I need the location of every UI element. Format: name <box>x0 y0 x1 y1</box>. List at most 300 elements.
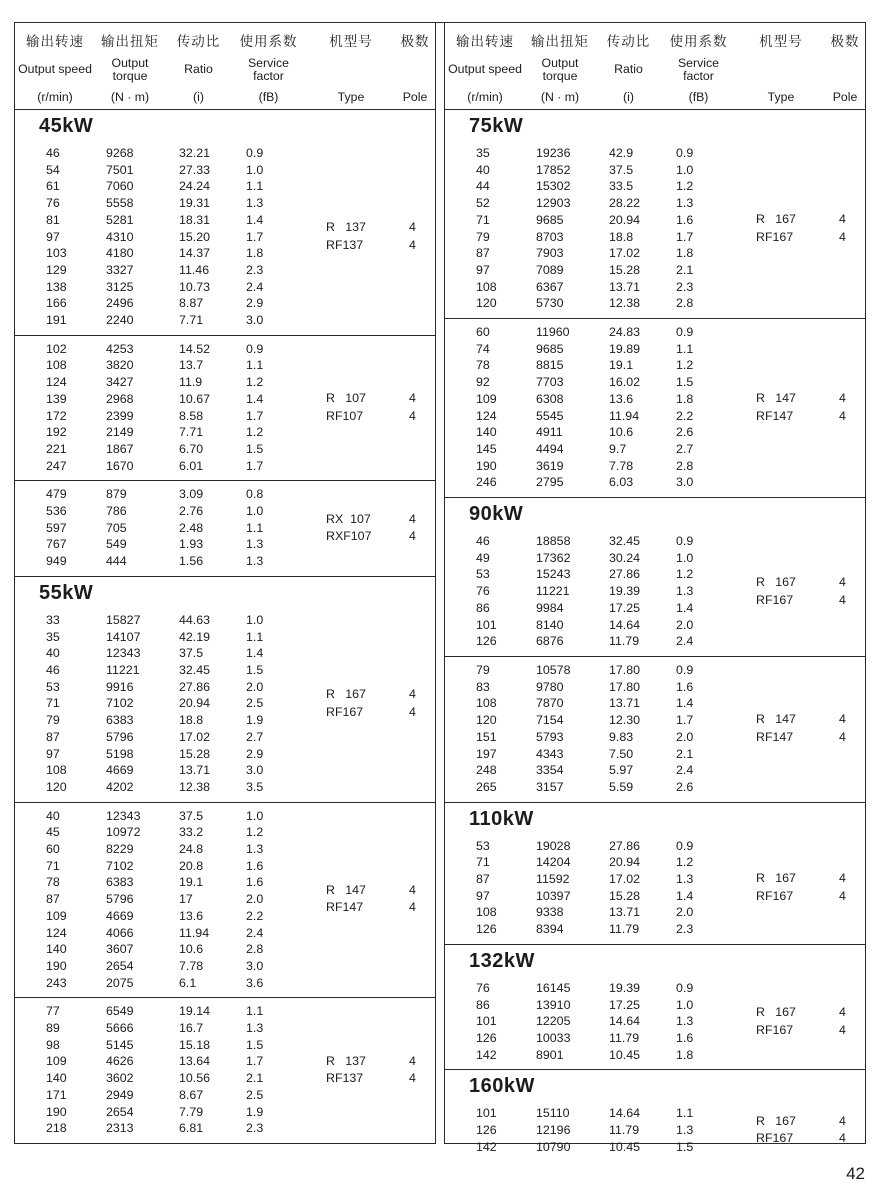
type-label: RF147 <box>326 900 364 915</box>
type-row <box>735 592 863 610</box>
cell-ratio: 15.28 <box>179 746 211 761</box>
cell-output-speed: 79 <box>476 662 490 677</box>
pole-value: 4 <box>409 704 416 719</box>
cell-service-factor: 1.4 <box>246 646 264 661</box>
cell-ratio: 15.18 <box>179 1037 211 1052</box>
cell-service-factor: 1.0 <box>676 550 694 565</box>
table-row <box>445 617 735 634</box>
cell-output-speed: 151 <box>476 729 497 744</box>
column-header-unit: (r/min) <box>37 90 73 104</box>
cell-output-speed: 103 <box>46 246 67 261</box>
cell-output-torque: 4253 <box>106 341 134 356</box>
cell-service-factor: 1.3 <box>246 554 264 569</box>
cell-output-speed: 120 <box>476 713 497 728</box>
cell-output-torque: 5730 <box>536 296 564 311</box>
cell-output-speed: 71 <box>46 696 60 711</box>
pole-value: 4 <box>839 575 846 590</box>
cell-service-factor: 1.7 <box>246 1054 264 1069</box>
column-header <box>827 30 863 104</box>
cell-output-torque: 13910 <box>536 997 571 1012</box>
table-row <box>15 245 305 262</box>
pole-value: 4 <box>839 391 846 406</box>
pole-value: 4 <box>839 229 846 244</box>
cell-output-torque: 16145 <box>536 980 571 995</box>
cell-service-factor: 3.0 <box>676 475 694 490</box>
type-pole-group <box>735 324 863 491</box>
table-row <box>15 178 305 195</box>
cell-service-factor: 0.9 <box>676 325 694 340</box>
cell-service-factor: 2.1 <box>676 746 694 761</box>
type-row <box>735 408 863 426</box>
cell-output-torque: 4180 <box>106 246 134 261</box>
type-label: R 167 <box>756 212 796 227</box>
column-header-unit: (r/min) <box>467 90 503 104</box>
type-row <box>305 408 433 426</box>
cell-service-factor: 0.8 <box>246 487 264 502</box>
cell-ratio: 19.1 <box>609 358 634 373</box>
cell-output-speed: 138 <box>46 279 67 294</box>
cell-ratio: 19.39 <box>609 584 641 599</box>
type-label: R 167 <box>756 575 796 590</box>
cell-output-speed: 124 <box>46 375 67 390</box>
cell-output-speed: 76 <box>46 196 60 211</box>
table-row <box>445 1122 735 1139</box>
cell-output-speed: 126 <box>476 1123 497 1138</box>
cell-service-factor: 2.4 <box>676 763 694 778</box>
cell-output-speed: 86 <box>476 600 490 615</box>
type-row <box>735 711 863 729</box>
cell-service-factor: 1.0 <box>246 504 264 519</box>
cell-output-torque: 12903 <box>536 196 571 211</box>
cell-output-speed: 109 <box>46 1054 67 1069</box>
cell-output-torque: 7102 <box>106 696 134 711</box>
cell-service-factor: 1.3 <box>676 872 694 887</box>
type-label: RF167 <box>326 704 364 719</box>
cell-ratio: 6.70 <box>179 441 204 456</box>
cell-ratio: 2.48 <box>179 520 204 535</box>
cell-output-torque: 15302 <box>536 179 571 194</box>
data-rows <box>445 1105 735 1155</box>
column-header-zh: 输出扭矩 <box>101 34 159 49</box>
cell-output-speed: 171 <box>46 1087 67 1102</box>
data-rows <box>445 145 735 312</box>
cell-output-speed: 102 <box>46 341 67 356</box>
table-row <box>445 550 735 567</box>
cell-ratio: 2.76 <box>179 504 204 519</box>
rating-block <box>445 833 865 944</box>
cell-output-torque: 2654 <box>106 1104 134 1119</box>
cell-output-speed: 92 <box>476 375 490 390</box>
cell-output-speed: 71 <box>476 855 490 870</box>
cell-service-factor: 0.9 <box>676 980 694 995</box>
table-row <box>445 904 735 921</box>
spec-tables <box>14 22 866 1154</box>
cell-ratio: 12.38 <box>179 779 211 794</box>
cell-service-factor: 1.0 <box>246 162 264 177</box>
cell-output-speed: 33 <box>46 612 60 627</box>
cell-ratio: 10.67 <box>179 391 211 406</box>
cell-ratio: 14.64 <box>609 617 641 632</box>
cell-output-speed: 97 <box>46 746 60 761</box>
type-row <box>305 511 433 529</box>
column-header-zh: 传动比 <box>176 34 221 49</box>
cell-output-torque: 4669 <box>106 763 134 778</box>
cell-output-torque: 12343 <box>106 646 141 661</box>
cell-ratio: 15.20 <box>179 229 211 244</box>
cell-service-factor: 3.0 <box>246 763 264 778</box>
cell-output-speed: 53 <box>476 838 490 853</box>
cell-service-factor: 1.5 <box>676 1139 694 1154</box>
table-row <box>15 341 305 358</box>
type-pole-group <box>735 1105 863 1155</box>
cell-output-speed: 77 <box>46 1004 60 1019</box>
cell-output-speed: 101 <box>476 1106 497 1121</box>
table-row <box>15 441 305 458</box>
column-header-zh: 输出扭矩 <box>531 34 589 49</box>
cell-output-torque: 8815 <box>536 358 564 373</box>
table-row <box>445 1013 735 1030</box>
cell-output-speed: 108 <box>46 763 67 778</box>
table-row <box>445 729 735 746</box>
cell-output-torque: 2075 <box>106 975 134 990</box>
cell-ratio: 3.09 <box>179 487 204 502</box>
cell-output-torque: 5796 <box>106 892 134 907</box>
cell-output-speed: 87 <box>476 246 490 261</box>
cell-ratio: 8.67 <box>179 1087 204 1102</box>
cell-service-factor: 1.3 <box>246 537 264 552</box>
cell-service-factor: 2.7 <box>676 441 694 456</box>
cell-ratio: 14.37 <box>179 246 211 261</box>
table-row <box>445 1105 735 1122</box>
cell-service-factor: 1.9 <box>246 713 264 728</box>
column-header-unit: (fB) <box>688 90 709 104</box>
cell-ratio: 32.21 <box>179 146 211 160</box>
cell-service-factor: 1.4 <box>676 600 694 615</box>
cell-output-torque: 7102 <box>106 858 134 873</box>
cell-ratio: 6.1 <box>179 975 197 990</box>
table-row <box>15 746 305 763</box>
cell-service-factor: 2.6 <box>676 779 694 794</box>
type-label: RF167 <box>756 229 794 244</box>
cell-output-speed: 54 <box>46 162 60 177</box>
cell-output-speed: 139 <box>46 391 67 406</box>
cell-ratio: 19.1 <box>179 875 204 890</box>
table-row <box>445 279 735 296</box>
pole-value: 4 <box>839 871 846 886</box>
cell-output-torque: 8901 <box>536 1047 564 1062</box>
cell-service-factor: 1.5 <box>246 441 264 456</box>
cell-ratio: 10.45 <box>609 1139 641 1154</box>
table-row <box>445 838 735 855</box>
table-row <box>15 536 305 553</box>
column-header-zh: 机型号 <box>329 34 373 49</box>
cell-output-speed: 98 <box>46 1037 60 1052</box>
cell-output-speed: 109 <box>46 908 67 923</box>
column-header-en: Output torque <box>111 55 149 83</box>
cell-output-speed: 108 <box>476 279 497 294</box>
cell-output-speed: 124 <box>476 408 497 423</box>
cell-service-factor: 2.5 <box>246 1087 264 1102</box>
cell-output-speed: 79 <box>46 713 60 728</box>
type-pole-group <box>305 145 433 329</box>
table-row <box>445 679 735 696</box>
column-header-unit: (N · m) <box>540 90 580 104</box>
cell-output-speed: 44 <box>476 179 490 194</box>
cell-output-torque: 2240 <box>106 313 134 328</box>
cell-ratio: 8.87 <box>179 296 204 311</box>
rating-block <box>445 657 865 802</box>
type-pole-group <box>305 486 433 570</box>
cell-ratio: 13.71 <box>609 905 641 920</box>
type-label: RF147 <box>756 408 794 423</box>
pole-value: 4 <box>409 1071 416 1086</box>
column-header-en: Output speed <box>448 62 522 77</box>
cell-ratio: 14.52 <box>179 341 211 356</box>
table-row <box>445 178 735 195</box>
pole-value: 4 <box>409 408 416 423</box>
cell-output-speed: 74 <box>476 341 490 356</box>
column-header <box>95 30 165 104</box>
cell-output-torque: 1670 <box>106 458 134 473</box>
pole-value: 4 <box>409 900 416 915</box>
cell-output-speed: 124 <box>46 925 67 940</box>
cell-ratio: 11.46 <box>179 262 210 277</box>
rating-block <box>445 1100 865 1161</box>
section-title: 75kW <box>469 115 524 137</box>
cell-ratio: 10.45 <box>609 1047 641 1062</box>
pole-value: 4 <box>409 237 416 252</box>
table-row <box>15 629 305 646</box>
cell-output-speed: 190 <box>46 1104 67 1119</box>
cell-ratio: 20.94 <box>179 696 211 711</box>
cell-ratio: 11.79 <box>609 634 640 649</box>
cell-ratio: 28.22 <box>609 196 641 211</box>
type-label: RXF107 <box>326 529 372 544</box>
table-row <box>15 662 305 679</box>
pole-value: 4 <box>409 882 416 897</box>
type-row <box>305 390 433 408</box>
cell-output-torque: 15110 <box>536 1106 570 1121</box>
cell-output-speed: 140 <box>46 1071 67 1086</box>
column-header-en: Service factor <box>247 55 289 83</box>
cell-service-factor: 2.0 <box>676 617 694 632</box>
column-header-unit: (i) <box>623 90 634 104</box>
cell-ratio: 17.02 <box>179 729 211 744</box>
spec-table-right <box>444 23 866 1154</box>
cell-ratio: 18.8 <box>609 229 634 244</box>
cell-service-factor: 0.9 <box>246 146 264 160</box>
column-header <box>397 30 433 104</box>
cell-service-factor: 3.5 <box>246 779 264 794</box>
table-row <box>445 980 735 997</box>
table-row <box>15 941 305 958</box>
column-header-unit: (i) <box>193 90 204 104</box>
table-row <box>445 441 735 458</box>
section-title: 132kW <box>469 949 535 972</box>
cell-service-factor: 2.0 <box>676 905 694 920</box>
cell-ratio: 17.80 <box>609 662 641 677</box>
cell-service-factor: 1.3 <box>676 1014 694 1029</box>
cell-output-speed: 60 <box>476 325 490 340</box>
type-label: RF167 <box>756 592 794 607</box>
cell-output-torque: 17362 <box>536 550 571 565</box>
cell-output-torque: 4494 <box>536 441 564 456</box>
cell-ratio: 11.79 <box>609 1123 640 1138</box>
cell-output-speed: 101 <box>476 617 497 632</box>
data-rows <box>445 838 735 938</box>
pole-value: 4 <box>409 511 416 526</box>
cell-ratio: 33.5 <box>609 179 634 194</box>
cell-service-factor: 1.5 <box>246 662 264 677</box>
cell-service-factor: 2.1 <box>246 1071 264 1086</box>
column-header-zh: 使用系数 <box>669 34 728 49</box>
cell-output-speed: 86 <box>476 997 490 1012</box>
cell-output-speed: 145 <box>476 441 497 456</box>
cell-ratio: 10.6 <box>179 942 204 957</box>
cell-output-torque: 4202 <box>106 779 134 794</box>
cell-ratio: 18.8 <box>179 713 204 728</box>
cell-ratio: 30.24 <box>609 550 641 565</box>
table-row <box>15 779 305 796</box>
cell-output-torque: 7870 <box>536 696 564 711</box>
cell-output-torque: 4626 <box>106 1054 134 1069</box>
cell-output-torque: 8703 <box>536 229 564 244</box>
type-row <box>305 704 433 722</box>
table-row <box>445 583 735 600</box>
rating-block <box>445 319 865 497</box>
cell-output-torque: 10397 <box>536 888 571 903</box>
cell-output-speed: 81 <box>46 212 60 227</box>
table-row <box>15 729 305 746</box>
table-row <box>445 871 735 888</box>
cell-output-torque: 9916 <box>106 679 134 694</box>
cell-ratio: 37.5 <box>179 808 204 823</box>
type-row <box>305 899 433 917</box>
table-row <box>15 712 305 729</box>
cell-service-factor: 1.1 <box>246 179 264 194</box>
cell-ratio: 27.33 <box>179 162 211 177</box>
table-row <box>445 324 735 341</box>
cell-ratio: 27.86 <box>179 679 211 694</box>
cell-output-torque: 15827 <box>106 612 141 627</box>
table-row <box>15 553 305 570</box>
cell-service-factor: 1.0 <box>246 808 264 823</box>
cell-service-factor: 1.6 <box>676 212 694 227</box>
rating-block <box>15 336 435 481</box>
cell-service-factor: 2.5 <box>246 696 264 711</box>
cell-ratio: 33.2 <box>179 825 204 840</box>
cell-ratio: 12.30 <box>609 713 641 728</box>
cell-output-torque: 11592 <box>536 872 570 887</box>
column-header-en: Output speed <box>18 62 92 77</box>
cell-ratio: 9.7 <box>609 441 627 456</box>
cell-output-torque: 6308 <box>536 391 564 406</box>
section-title: 55kW <box>39 581 94 604</box>
section-title: 110kW <box>469 807 534 830</box>
cell-ratio: 18.31 <box>179 212 211 227</box>
rating-block <box>15 998 435 1143</box>
cell-ratio: 7.78 <box>609 458 634 473</box>
cell-output-torque: 3157 <box>536 779 564 794</box>
cell-ratio: 14.64 <box>609 1106 641 1121</box>
cell-output-torque: 6549 <box>106 1004 134 1019</box>
table-row <box>445 662 735 679</box>
cell-output-torque: 7060 <box>106 179 134 194</box>
cell-output-torque: 2949 <box>106 1087 134 1102</box>
cell-service-factor: 3.6 <box>246 975 264 990</box>
cell-output-torque: 9780 <box>536 679 564 694</box>
cell-service-factor: 1.0 <box>676 997 694 1012</box>
type-pole-group <box>735 838 863 938</box>
table-row <box>15 858 305 875</box>
data-rows <box>15 145 305 329</box>
table-row <box>15 312 305 329</box>
cell-ratio: 20.8 <box>179 858 204 873</box>
cell-output-speed: 536 <box>46 504 67 519</box>
column-header-unit: (N · m) <box>110 90 150 104</box>
cell-output-speed: 89 <box>46 1021 60 1036</box>
cell-output-torque: 8140 <box>536 617 564 632</box>
cell-output-speed: 61 <box>46 179 60 194</box>
column-header-zh: 极数 <box>400 34 430 49</box>
cell-service-factor: 2.1 <box>676 262 694 277</box>
cell-output-torque: 5558 <box>106 196 134 211</box>
cell-service-factor: 1.6 <box>676 679 694 694</box>
cell-ratio: 27.86 <box>609 838 641 853</box>
table-row <box>445 1047 735 1064</box>
type-label: R 147 <box>326 882 366 897</box>
type-label: R 167 <box>756 871 796 886</box>
data-rows <box>15 486 305 570</box>
cell-ratio: 32.45 <box>609 534 641 549</box>
cell-output-speed: 71 <box>46 858 60 873</box>
cell-output-torque: 5666 <box>106 1021 134 1036</box>
cell-service-factor: 2.8 <box>246 942 264 957</box>
type-label: RF167 <box>756 1022 794 1037</box>
cell-output-torque: 2654 <box>106 958 134 973</box>
table-row <box>445 245 735 262</box>
cell-output-torque: 5281 <box>106 212 134 227</box>
table-row <box>15 1120 305 1137</box>
cell-output-speed: 97 <box>476 888 490 903</box>
cell-service-factor: 0.9 <box>676 146 694 160</box>
type-label: RF167 <box>756 888 794 903</box>
cell-output-torque: 9685 <box>536 212 564 227</box>
cell-service-factor: 1.7 <box>676 713 694 728</box>
cell-service-factor: 1.5 <box>246 1037 264 1052</box>
table-row <box>15 874 305 891</box>
cell-output-torque: 786 <box>106 504 127 519</box>
pole-value: 4 <box>839 212 846 227</box>
cell-ratio: 5.59 <box>609 779 634 794</box>
column-header <box>735 30 827 104</box>
cell-ratio: 7.50 <box>609 746 634 761</box>
cell-service-factor: 2.3 <box>676 279 694 294</box>
cell-output-torque: 11221 <box>536 584 570 599</box>
cell-output-speed: 140 <box>46 942 67 957</box>
cell-ratio: 42.19 <box>179 629 211 644</box>
cell-ratio: 6.03 <box>609 475 634 490</box>
type-row <box>735 1004 863 1022</box>
table-row <box>15 520 305 537</box>
cell-service-factor: 1.3 <box>246 196 264 211</box>
cell-output-speed: 53 <box>46 679 60 694</box>
cell-output-speed: 190 <box>46 958 67 973</box>
table-row <box>15 195 305 212</box>
cell-output-speed: 247 <box>46 458 67 473</box>
table-row <box>15 408 305 425</box>
cell-service-factor: 1.9 <box>246 1104 264 1119</box>
